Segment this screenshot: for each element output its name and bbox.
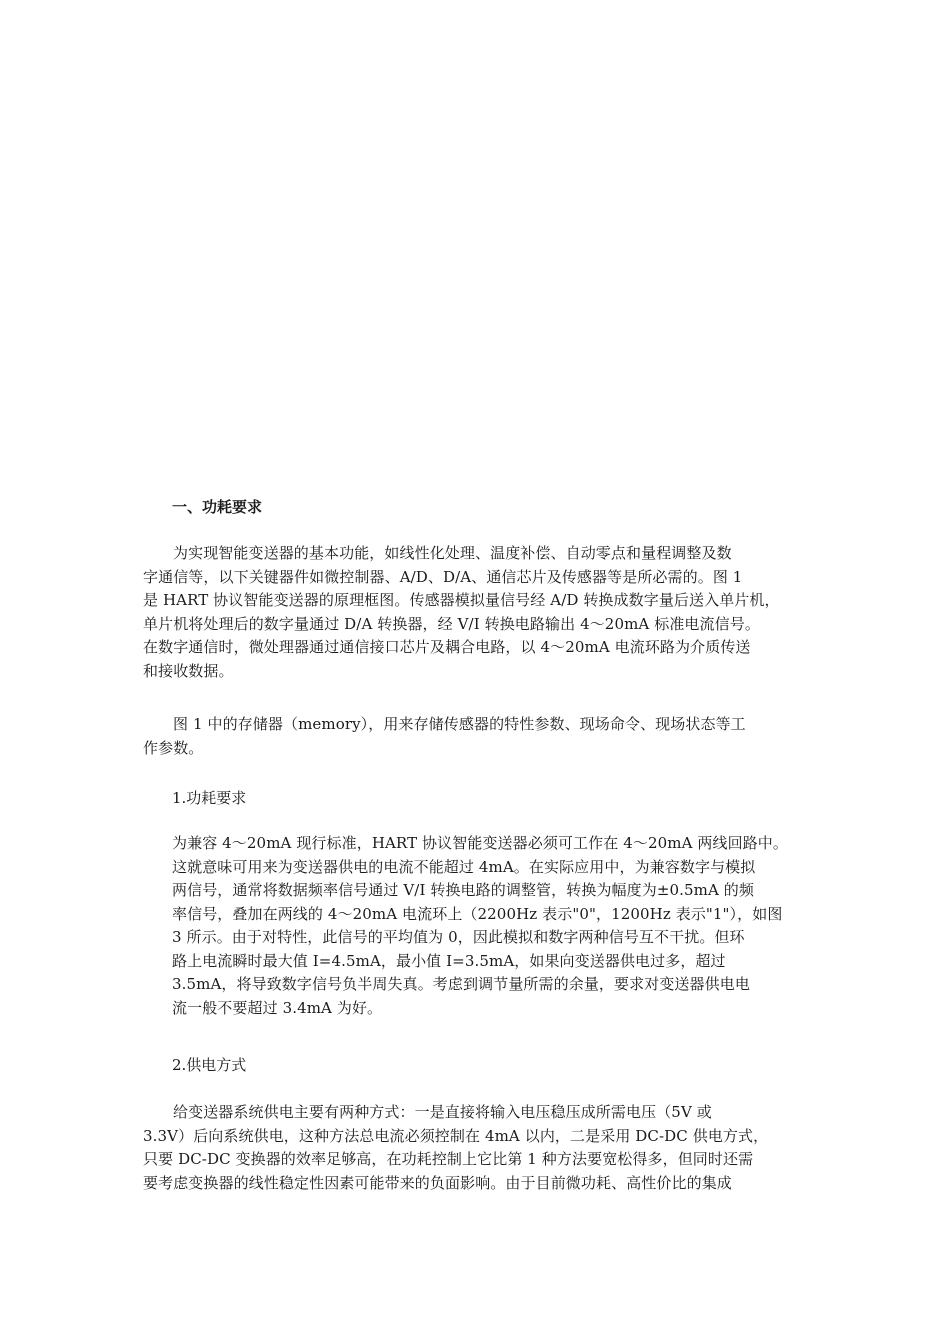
text-line: 字通信等，以下关键器件如微控制器、A/D、D/A、通信芯片及传感器等是所必需的。图 1 <box>143 567 743 586</box>
text-line: 为实现智能变送器的基本功能，如线性化处理、温度补偿、自动零点和量程调整及数 <box>173 544 732 562</box>
text-line: 要考虑变换器的线性稳定性因素可能带来的负面影响。由于目前微功耗、高性价比的集成 <box>143 1173 732 1192</box>
text-line: 两信号，通常将数据频率信号通过 V/I 转换电路的调整管，转换为幅度为±0.5mA 的频 <box>172 881 754 899</box>
paragraph-power-supply <box>143 1101 768 1195</box>
paragraph-intro <box>143 542 780 683</box>
text-line: 是 HART 协议智能变送器的原理框图。传感器模拟量信号经 A/D 转换成数字量后送入单片机， <box>143 591 780 609</box>
paragraph-power-requirement <box>172 832 788 1020</box>
paragraph-memory <box>143 713 746 760</box>
subheading-power-requirement: 1.功耗要求 <box>172 789 247 807</box>
text-line: 图 1 中的存储器（memory），用来存储传感器的特性参数、现场命令、现场状态等工 <box>173 715 746 733</box>
text-line: 3.3V）后向系统供电，这种方法总电流必须控制在 4mA 以内，二是采用 DC-DC 供电方式， <box>143 1126 769 1145</box>
text-line: 路上电流瞬时最大值 I=4.5mA，最小值 I=3.5mA，如果向变送器供电过多，超过 <box>172 951 726 970</box>
text-line: 只要 DC-DC 变换器的效率足够高，在功耗控制上它比第 1 种方法要宽松得多，但同时还需 <box>143 1150 754 1168</box>
text-line: 在数字通信时，微处理器通过通信接口芯片及耦合电路，以 4～20mA 电流环路为介质传送 <box>143 638 751 656</box>
text-line: 这就意味可用来为变送器供电的电流不能超过 4mA。在实际应用中，为兼容数字与模拟 <box>172 857 756 876</box>
section-heading: 一、功耗要求 <box>172 498 263 516</box>
text-line: 给变送器系统供电主要有两种方式：一是直接将输入电压稳压成所需电压（5V 或 <box>173 1103 712 1121</box>
text-line: 单片机将处理后的数字量通过 D/A 转换器，经 V/I 转换电路输出 4～20mA 标准电流信号。 <box>143 614 760 633</box>
text-line: 率信号，叠加在两线的 4～20mA 电流环上（2200Hz 表示"0"，1200Hz 表示"1"），如图 <box>172 904 783 923</box>
text-line: 3.5mA，将导致数字信号负半周失真。考虑到调节量所需的余量，要求对变送器供电电 <box>172 975 750 993</box>
text-line: 流一般不要超过 3.4mA 为好。 <box>172 998 383 1017</box>
text-line: 作参数。 <box>143 738 204 757</box>
text-line: 3 所示。由于对特性，此信号的平均值为 0，因此模拟和数字两种信号互不干扰。但环 <box>172 928 745 946</box>
text-line: 为兼容 4～20mA 现行标准，HART 协议智能变送器必须可工作在 4～20mA 两线回路中。 <box>172 834 788 852</box>
text-line: 和接收数据。 <box>143 661 234 680</box>
subheading-power-supply-method: 2.供电方式 <box>172 1056 247 1074</box>
